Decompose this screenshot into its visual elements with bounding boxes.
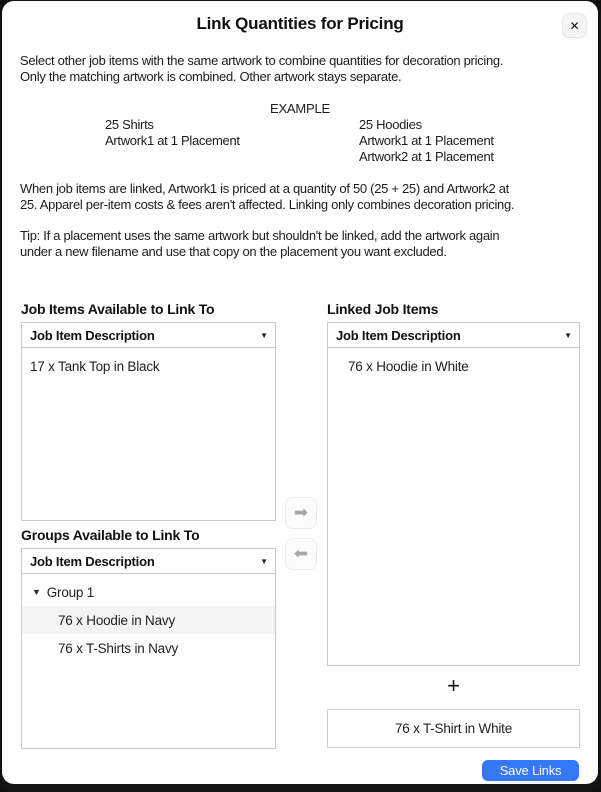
modal-title: Link Quantities for Pricing (196, 14, 404, 33)
group-item-row[interactable]: 76 x Hoodie in Navy (22, 606, 275, 634)
column-header-label: Job Item Description (30, 553, 155, 569)
linked-items-panel (327, 322, 580, 666)
linked-items-column-header[interactable] (328, 323, 579, 348)
example-left-column (105, 117, 240, 149)
new-group-target-box[interactable] (327, 709, 580, 748)
group-header-row[interactable] (22, 578, 275, 606)
close-button[interactable] (563, 14, 586, 37)
explanation-text (20, 181, 514, 213)
intro-text (20, 53, 503, 85)
dropdown-arrow-icon: ▼ (260, 330, 268, 340)
column-header-label: Job Item Description (336, 327, 461, 343)
intro-line: Only the matching artwork is combined. Other artwork stays separate. (20, 69, 402, 84)
linked-items-list (328, 348, 579, 380)
explanation-line: When job items are linked, Artwork1 is priced at a quantity of 50 (25 + 25) and Artwork2 at (20, 181, 509, 196)
move-right-button[interactable] (285, 497, 317, 529)
intro-line: Select other job items with the same artwork to combine quantities for decoration pricing. (20, 53, 504, 68)
group-item-row[interactable]: 76 x T-Shirts in Navy (58, 640, 179, 656)
tip-line: Tip: If a placement uses the same artwork but shouldn't be linked, add the artwork again (20, 228, 500, 243)
dropdown-arrow-icon: ▼ (260, 556, 268, 566)
linked-items-heading: Linked Job Items (327, 301, 439, 317)
link-quantities-modal (2, 1, 598, 784)
example-right-column (359, 117, 494, 165)
available-items-list (22, 348, 275, 380)
add-group-button[interactable]: + (447, 673, 460, 698)
arrow-right-icon: ➡ (293, 503, 309, 522)
tip-line: under a new filename and use that copy on the placement you want excluded. (20, 244, 447, 259)
available-items-column-header[interactable] (22, 323, 275, 348)
explanation-line: 25. Apparel per-item costs & fees aren't affected. Linking only combines decoration pricing. (20, 197, 515, 212)
new-group-target-item: 76 x T-Shirt in White (394, 721, 513, 736)
groups-list (22, 574, 275, 662)
close-icon: ✕ (569, 18, 580, 33)
example-line: 25 Hoodies (359, 117, 422, 132)
list-item[interactable]: 76 x Hoodie in White (348, 358, 469, 374)
example-line: 25 Shirts (105, 117, 154, 132)
example-line: Artwork2 at 1 Placement (359, 149, 494, 164)
groups-heading: Groups Available to Link To (21, 527, 200, 543)
tip-text (20, 228, 499, 260)
available-items-heading: Job Items Available to Link To (21, 301, 215, 317)
arrow-left-icon: ⬅ (293, 544, 309, 563)
add-group-area (327, 671, 580, 701)
groups-column-header[interactable] (22, 549, 275, 574)
example-line: Artwork1 at 1 Placement (105, 133, 240, 148)
column-header-label: Job Item Description (30, 327, 155, 343)
groups-panel (21, 548, 276, 749)
group-name: Group 1 (46, 584, 95, 600)
save-links-button[interactable] (482, 760, 579, 781)
disclosure-triangle-icon: ▼ (32, 587, 41, 597)
example-heading: EXAMPLE (269, 101, 330, 116)
save-links-label: Save Links (499, 763, 562, 778)
example-line: Artwork1 at 1 Placement (359, 133, 494, 148)
dropdown-arrow-icon: ▼ (564, 330, 572, 340)
list-item[interactable]: 17 x Tank Top in Black (30, 358, 160, 374)
move-left-button[interactable] (285, 538, 317, 570)
available-items-panel (21, 322, 276, 521)
